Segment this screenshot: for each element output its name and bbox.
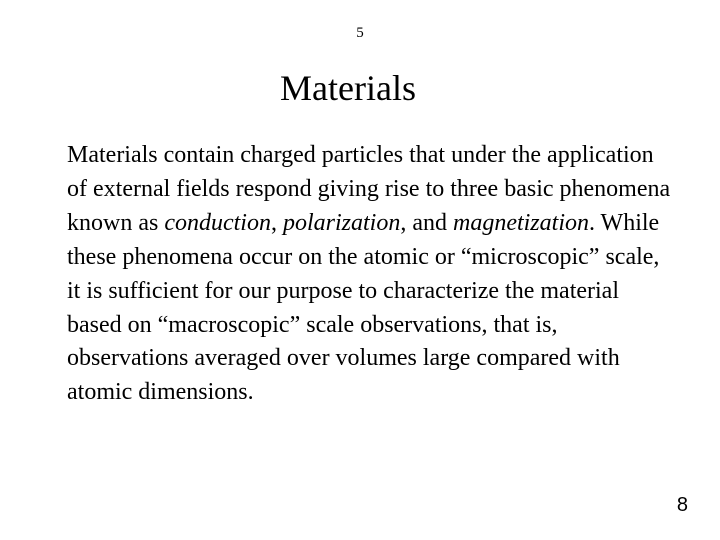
term-polarization: polarization: [282, 209, 401, 236]
term-conduction: conduction: [164, 209, 271, 236]
body-text-separator-1: ,: [270, 209, 283, 236]
term-magnetization: magnetization: [452, 209, 589, 236]
body-text-part-2: . While these phenomena occur on the atomic or “microscopic” scale, it is sufficient for our purpose to characterize the material based on “macroscopic” scale observations, that is, observations averaged over volumes large compared with atomic dimensions.: [67, 209, 660, 406]
body-paragraph: [67, 139, 677, 410]
page-number: 8: [676, 494, 688, 516]
chapter-number: 5: [356, 25, 364, 41]
body-text-part-1: Materials contain charged particles that under the application of external fields respond giving rise to three basic phenomena known as: [67, 142, 671, 236]
body-text-separator-2: , and: [400, 209, 453, 236]
slide-title: Materials: [280, 68, 416, 108]
